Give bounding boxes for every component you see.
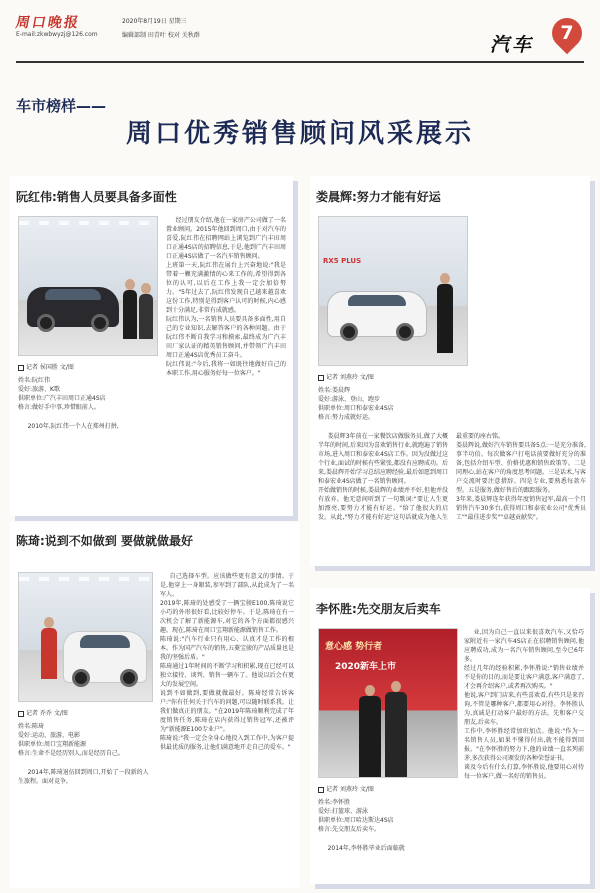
article-lead: 2010年,阮红伟一个人在郑州打拼, — [27, 423, 119, 430]
article-li — [310, 588, 590, 884]
profile-box: 姓名:阮红伟 爱好:旅游、K歌 供职单位:广汽丰田周口正通4S店 格言:做好手中事,珍惜眼前人。 — [18, 377, 106, 411]
person-figure — [437, 273, 453, 353]
event-banner: 意心感 势行者 — [325, 642, 383, 652]
article-photo — [18, 572, 153, 702]
article-body: 业,因为自己一直以来很喜欢汽车,又恰巧家附近有一家汽车4S店正在招聘销售顾问,他应聘成功,成为一名汽车销售顾问,至今已6年多。 经过几年的经验积累,李怀胜说:"销售业绩并不是你的目的,而是要让客户满意,客户满意了,才会再介绍客户,或者再次购买。" 他说,客户到门店来,有些喜欢看,有些只是来咨询,不管是哪种客户,都要用心对待。李怀胜认为,真诚是打动客户最好的方法。先和客户交朋友,后卖车。 工作中,李怀胜经常加班加点。他说:"作为一名销售人员,如果不懂得付出,就不能得到回报。"在李怀胜的努力下,他的业绩一直名列前茅,多次获得公司颁发的各种荣誉证书。 谈及今后有什么打算,李怀胜说,他要用心对待每一位客户,做一名好的销售员。 — [464, 629, 584, 780]
photo-credit: 记者 刘燕玲 文/图 — [318, 372, 374, 381]
masthead-rule — [16, 61, 584, 63]
showroom-sign: RX5 PLUS — [323, 257, 362, 265]
article-title: 娄晨辉:努力才能有好运 — [316, 190, 441, 204]
article-lead: 2014年,陈琦退伍回到周口,开始了一段新的人生旅程。面对竞争, — [18, 769, 149, 785]
photo-credit: 记者 乔乔 文/图 — [18, 708, 68, 717]
article-photo — [318, 628, 458, 778]
page-headline: 周口优秀销售顾问风采展示 — [125, 119, 474, 149]
page-number: 7 — [560, 22, 574, 44]
newspaper-logo: 周口晚报 — [14, 15, 82, 31]
profile-box: 姓名:陈琦 爱好:运动、旅游、电影 供职单位:周口宝翔新能源 格言:生命不是经历别人,而是经历自己。 — [18, 723, 124, 757]
person-figure — [41, 617, 57, 679]
staff-credits: 编辑部制 田青叶 校对 关秋群 — [122, 32, 200, 39]
car-image — [327, 291, 427, 337]
article-body: 自己选择车型。应该做些更有意义的事情。于是,他穿上一身銀装,参军到了部队,从此成为了一名军人。 2019年,陈琦的处感受了一辆宝骏E100,陈琦说它小巧的外形很好看,比较好停车。于是,陈琦在有一次机会了解了新能源车,对它的各个方面都很感兴趣。现在,陈琦在周口宝翔新能源做销售工作。 陈琦说:"汽车行业只有用心、认真才是工作的根本。作为国产汽车的销售,五菱宝骏的产品质量也是我的坚强后盾。" 陈琦通过1年时间的不断学习和积累,现在已经可以独立接待、谈判、销售一辆车了。他说以后会有更大的发展空间。 说到不如做到,要做就做最好。陈琦经常告诉客户:"你有任何关于汽车的问题,可以随时联系我。让我们做真正的朋友。"在2019年陈琦顺利完成了年度销售任务,陈琦在店内获得过销售冠军,还被评为"新能源E100专业户"。 陈琦说:"我一定会全身心地投入到工作中,为客户提供最优质的服务,让他们满意地开走自己的爱车。" — [160, 573, 294, 751]
person-figure — [359, 685, 381, 778]
profile-box: 姓名:娄晨辉 爱好:游泳、登山、跑步 供职单位:周口和泰宏业4S店 格言:努力成就好运。 — [318, 387, 394, 421]
car-image — [27, 287, 119, 327]
ceiling-lights — [19, 577, 152, 581]
email-address: E-mail:zkwbwyzj@126.com — [16, 31, 98, 38]
article-title: 陈琦:说到不如做到 要做就做最好 — [16, 534, 193, 548]
profile-box: 姓名:李怀胜 爱好:打篮球、游泳 供职单位:周口哈达斯达4S店 格言:先交朋友后卖车。 — [318, 799, 394, 833]
masthead — [0, 0, 600, 60]
article-ruan — [10, 176, 293, 516]
article-title: 阮红伟:销售人员要具备多面性 — [16, 190, 177, 204]
article-body: 经过朋友介绍,他在一家房产公司做了一名置业顾问。2015年他回到周口,由于对汽车的喜爱,阮红伟在招聘网站上浏览到广汽丰田周口正通4S店的招聘信息,于是,他到广汽丰田周口正通4S店做了一名汽车销售顾问。 上班第一天,阮红伟在展台上兴奋地说:"我是带着一颗充满激情的心来工作的,希望得到各位的认可,以后在工作上我一定会加倍努力。"5年过去了,阮红伟发现自己越来越喜欢这份工作,特别是得到客户认可的时候,内心感到十分满足,非常有成就感。 阮红伟认为,一名销售人员要具备多面性,用自己的专业知识,去解答客户的各种问题。由于阮红伟不断自我学习和摸索,最终成为广汽丰田厂家认证的精英销售顾问,并带领广汽丰田周口正通4S店优秀员工奋斗。 阮红伟说:"今后,我将一如既往地做好自己的本职工作,用心服务好每一位客户。" — [166, 217, 286, 377]
article-body: 娄晨辉3年前在一家餐饮店做服务员,做了大概半年的时间,后来因为喜欢销售行业,就跑遍了销售市场,进入周口和泰宏业4S店工作。因为没做过这个行业,面试的时候有些紧张,都没有应聘成功。后来,娄晨辉开始学习总结应聘经验,最后如愿到周口和泰宏业4S店做了一名销售顾问。 开始做销售的时候,娄晨辉的业绩并不好,但他并没有放弃。他无意间听到了一句歌词:"要让人生更加漂亮,要努力才能有好运。"给了他很大的启发。从此,"努力才能有好运"这句话就成为他人生最重要的座右铭。 娄晨辉说,做好汽车销售要具备5点:一是充分准备,事半功倍。每次做客户打电话前要做好充分的准备,包括介绍车型、价格优惠和销售政策等。二是同理心,站在客户的角度思考问题。三是话术,与客户交流时要注意措辞。四是专业,要熟悉每款车型。五是服务,做好售后的跟踪服务。 3年来,娄晨辉连年获得年度销售冠军,最高一个月销售汽车30多台,获得周口和泰宏业公司"优秀员工""最佳进步奖""卓越贡献奖"。 — [318, 433, 586, 521]
article-title: 李怀胜:先交朋友后卖车 — [316, 602, 441, 616]
section-name: 汽车 — [490, 34, 535, 56]
car-image — [63, 631, 147, 683]
article-lead: 2014年,李怀胜毕业后面临就 — [327, 845, 405, 852]
column-kicker: 车市榜样—— — [16, 97, 107, 115]
photo-credit: 记者 刘燕玲 文/图 — [318, 784, 374, 793]
person-figure — [139, 283, 153, 339]
article-photo — [18, 216, 158, 356]
ceiling-lights — [19, 221, 157, 225]
photo-credit: 记者 侯国胜 文/图 — [18, 362, 74, 371]
article-photo — [318, 216, 468, 366]
person-figure — [385, 681, 407, 778]
article-lou — [310, 176, 590, 566]
person-figure — [123, 279, 137, 339]
issue-date: 2020年8月19日 星期三 — [122, 18, 187, 25]
event-banner: 2020新车上市 — [335, 662, 397, 672]
article-chen — [10, 522, 300, 888]
